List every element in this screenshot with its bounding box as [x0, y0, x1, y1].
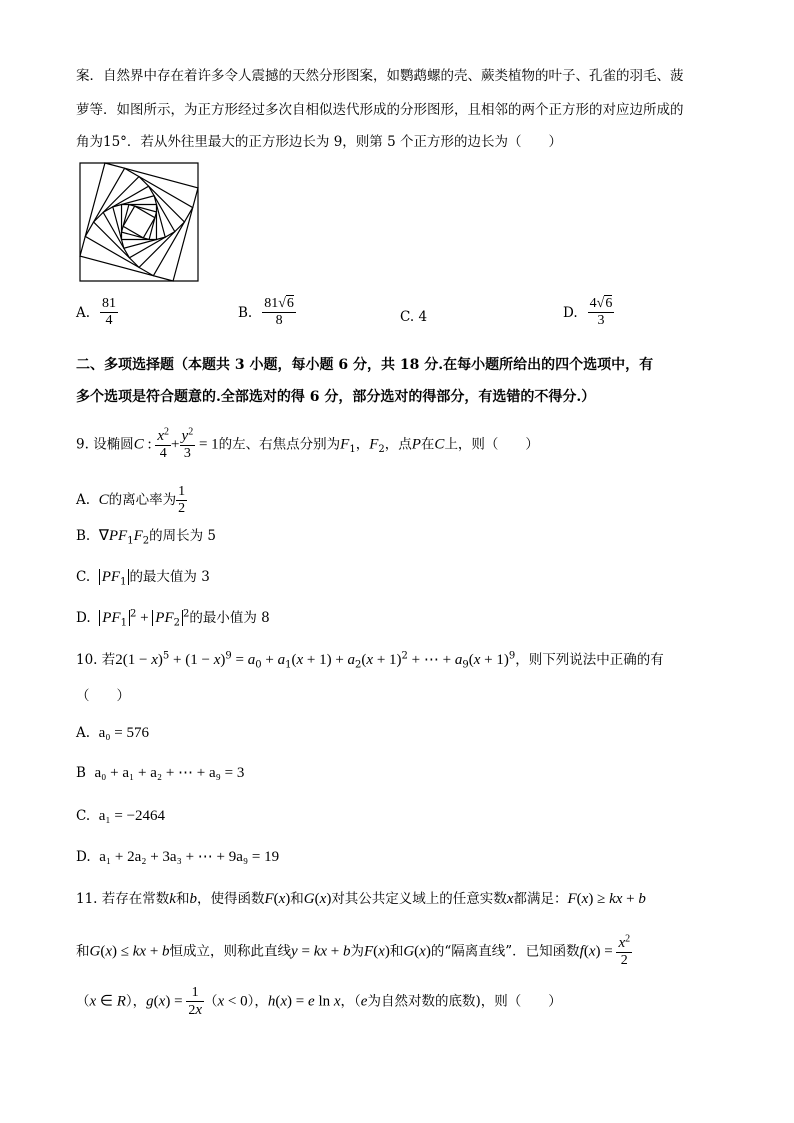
q9-option-b[interactable]: B. $\nabla PF_1F_2$的周长为 5 — [76, 528, 216, 547]
q9-stem: 9. 设椭圆C : $\frac{x^2}{4}$ + $\frac{y^2}{3}$ = 1的左、右焦点分别为$F_1$，$F_2$，点P在C上，则（ ） — [76, 426, 539, 461]
q8-option-c[interactable] — [400, 309, 427, 325]
q9-option-c[interactable]: C. $PF_1$ 的最大值为 3 — [76, 569, 210, 588]
option-label: B. — [238, 304, 253, 321]
fraction: $\frac{x^2}{4}$ — [157, 426, 170, 461]
option-value: 4 — [418, 309, 428, 325]
fraction: $\frac{y^2}{3}$ — [181, 426, 194, 461]
section-2-heading-line-1: 二、多项选择题（本题共 3 小题，每小题 6 分，共 18 分.在每小题所给出的四个选项中，有 — [76, 357, 654, 373]
q8-option-b[interactable] — [238, 296, 296, 329]
fraction: $\frac{4√6}{3}$ — [589, 296, 613, 328]
fractal-square-9 — [123, 206, 155, 238]
fractal-square-1 — [80, 163, 198, 281]
q8-option-a[interactable] — [76, 296, 118, 329]
q10-paren: （ ） — [76, 688, 130, 704]
q9-option-a[interactable]: A. C的离心率为 $\frac{1}{2}$ — [76, 484, 186, 516]
fraction: $\frac{81}{4}$ — [102, 296, 117, 328]
option-label: C. — [400, 309, 415, 325]
fraction: $\frac{1}{2x}$ — [188, 985, 202, 1018]
q8-line-1: 案．自然界中存在着许多令人震撼的天然分形图案，如鹦鹉螺的壳、蕨类植物的叶子、孔雀的羽毛、菠 — [76, 68, 684, 84]
q8-line-2: 萝等．如图所示，为正方形经过多次自相似迭代形成的分形图形，且相邻的两个正方形的对应边所成的 — [76, 102, 684, 118]
q11-line-1: 11. 若存在常数k和b，使得函数F(x)和G(x)对其公共定义域上的任意实数x都满足：F(x) ≥ kx + b — [76, 891, 646, 907]
q8-line-3: 角为15°．若从外往里最大的正方形边长为 9，则第 5 个正方形的边长为（ ） — [76, 134, 562, 150]
q10-option-a[interactable]: A. a₀ = 576 — [76, 725, 149, 741]
fractal-square-5 — [103, 186, 175, 258]
option-label: A. — [76, 304, 91, 321]
fractal-square-6 — [113, 196, 165, 248]
fraction: $\frac{x^2}{2}$ — [618, 933, 631, 968]
fraction: $\frac{1}{2}$ — [178, 484, 186, 516]
section-2-heading-line-2: 多个选项是符合题意的.全部选对的得 6 分，部分选对的得部分，有选错的不得分.） — [76, 389, 596, 405]
q11-line-2: 和G(x) ≤ kx + b恒成立，则称此直线y = kx + b为F(x)和G(x)的“隔离直线”．已知函数f(x) = $\frac{x^2}{2}$ — [76, 933, 631, 968]
q11-line-3: （x ∈ R），g(x) = $\frac{1}{2x}$ （x < 0），h(x) = e ln x，（e为自然对数的底数)，则（ ） — [76, 985, 562, 1018]
q8-option-d[interactable] — [563, 296, 614, 329]
fractal-squares-figure — [79, 162, 199, 282]
fractal-square-2 — [80, 163, 198, 281]
fractal-square-7 — [122, 205, 157, 240]
option-label: D. — [563, 304, 578, 321]
q10-option-b[interactable]: B a₀ + a₁ + a₂ + ⋯ + a₉ = 3 — [76, 765, 245, 781]
q10-option-d[interactable]: D. a₁ + 2a₂ + 3a₃ + ⋯ + 9a₉ = 19 — [76, 849, 280, 865]
fractal-square-8 — [122, 205, 157, 240]
q9-option-d[interactable]: D. $PF_1^2 + PF_2^2$的最小值为 8 — [76, 608, 270, 629]
fraction: $\frac{81√6}{8}$ — [264, 296, 294, 328]
fractal-square-3 — [85, 168, 192, 275]
q10-stem: 10. 若$2(1 - x)^5 + (1 - x)^9 = a_0 + a_1(x + 1) + a_2(x + 1)^2$ + ⋯ + $a_9(x + 1)^9$，则下列说法中正确的有 — [76, 650, 664, 671]
fractal-square-4 — [94, 177, 185, 268]
q10-option-c[interactable]: C. a₁ = −2464 — [76, 808, 166, 824]
